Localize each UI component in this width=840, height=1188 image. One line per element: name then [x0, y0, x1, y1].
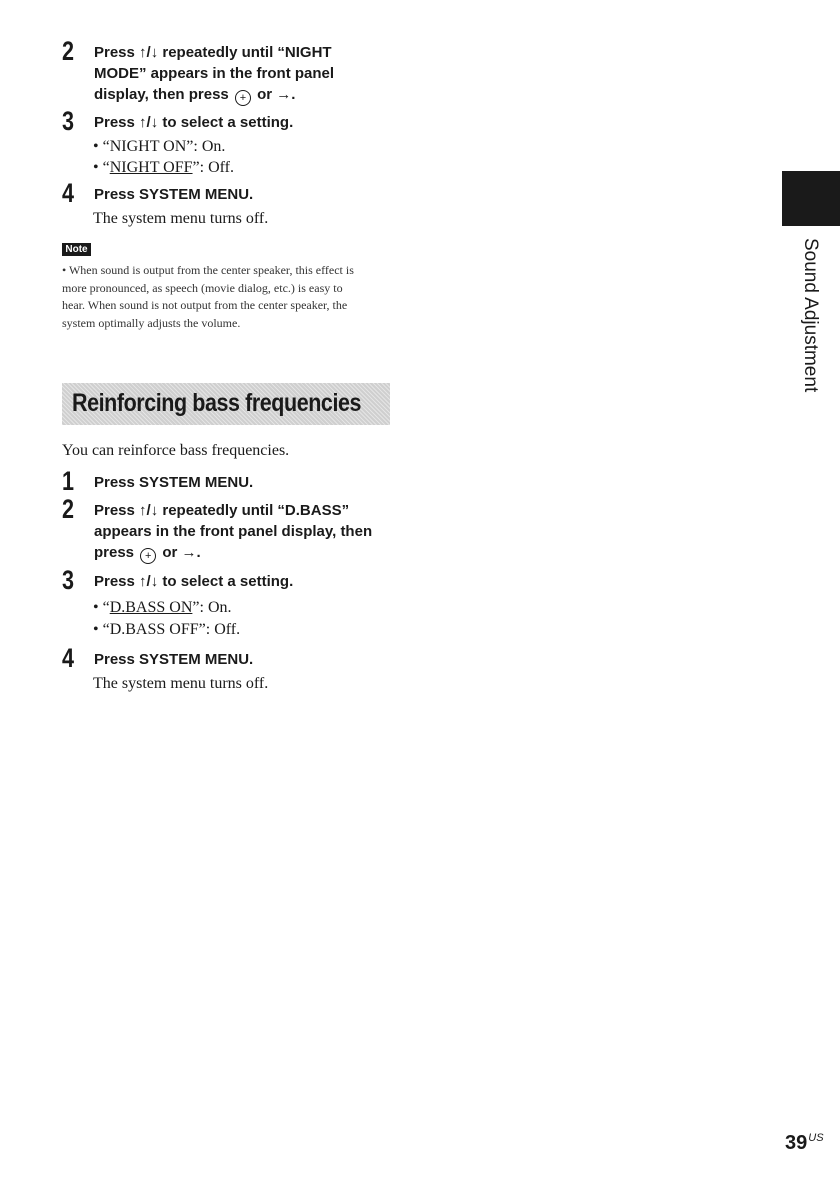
step-4-system-menu [62, 643, 382, 673]
step-instruction-end: or →. [162, 544, 201, 561]
intro-text: You can reinforce bass frequencies. [62, 442, 290, 459]
note-text: • When sound is output from the center speaker, this effect is more pronounced, as speech (movie dialog, etc.) is easy to hear. When sound is not output from the center speaker, the system optimally adjusts the volume. [62, 263, 354, 330]
section-tab-block [782, 171, 840, 226]
step-instruction: Press ↑/↓ to select a setting. [94, 573, 294, 590]
option-value: NIGHT OFF [109, 159, 193, 176]
step-number: 1 [62, 466, 75, 496]
bullet-dbass-off: • “D.BASS OFF”: Off. [93, 621, 241, 638]
section-heading: Reinforcing bass frequencies [72, 389, 362, 417]
step-number: 4 [62, 178, 75, 208]
step-number: 4 [62, 643, 75, 673]
page-number: $39^{US}$ [785, 1132, 824, 1154]
page-region-suffix: US [808, 1132, 824, 1144]
enter-button-icon: + [140, 548, 156, 564]
step-instruction: Press SYSTEM MENU. [94, 186, 254, 203]
step-number: 3 [62, 106, 75, 136]
step-number: 3 [62, 565, 75, 595]
step-1-system-menu [62, 466, 382, 496]
option-value: D.BASS OFF [109, 621, 199, 638]
option-value: D.BASS ON [109, 599, 193, 616]
system-menu-off-text: The system menu turns off. [93, 210, 269, 227]
step-2-night-mode [62, 36, 382, 106]
step-instruction: Press SYSTEM MENU. [94, 474, 254, 491]
section-heading-band [62, 383, 390, 425]
step-number: 2 [62, 494, 75, 524]
step-3-select-setting [62, 106, 382, 136]
step-instruction: Press SYSTEM MENU. [94, 651, 254, 668]
note-badge: Note [62, 243, 91, 256]
step-2-dbass [62, 494, 392, 564]
system-menu-off-text: The system menu turns off. [93, 675, 269, 692]
enter-button-icon: + [235, 90, 251, 106]
step-instruction: Press ↑/↓ repeatedly until “D.BASS” appears in the front panel display, then press [94, 502, 373, 561]
bullet-night-on: • “NIGHT ON”: On. [93, 138, 226, 155]
bullet-night-off: • “NIGHT OFF”: Off. [93, 159, 234, 176]
option-value: NIGHT ON [109, 138, 187, 155]
step-instruction: Press ↑/↓ to select a setting. [94, 114, 294, 131]
step-3-select-setting [62, 565, 382, 595]
step-instruction: Press ↑/↓ repeatedly until “NIGHT MODE” appears in the front panel display, then press [94, 44, 335, 103]
step-instruction-end: or →. [257, 86, 296, 103]
side-tab-label: Sound Adjustment [800, 238, 821, 393]
bullet-dbass-on: • “D.BASS ON”: On. [93, 599, 232, 616]
step-4-system-menu [62, 178, 382, 208]
step-number: 2 [62, 36, 75, 66]
